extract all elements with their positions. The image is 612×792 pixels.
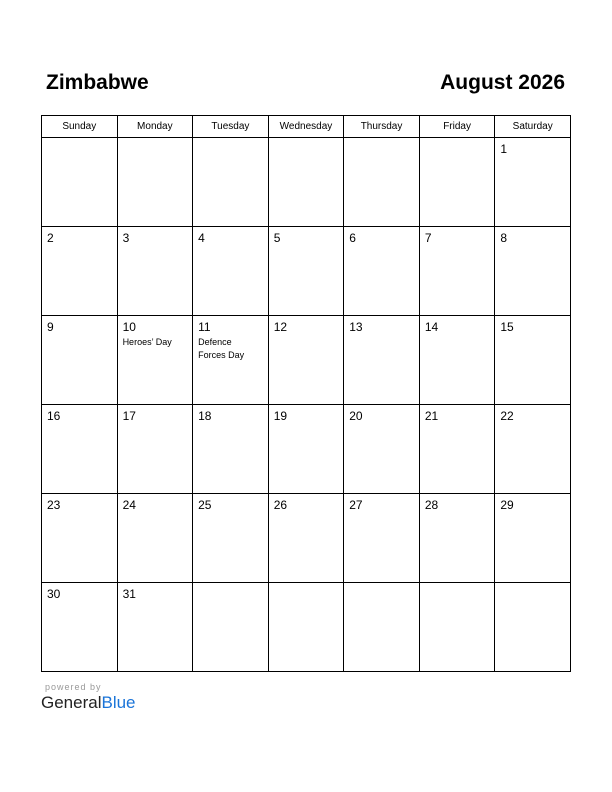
day-cell	[193, 316, 269, 405]
day-cell	[495, 405, 571, 494]
day-number: 11	[198, 320, 211, 334]
day-cell	[344, 494, 420, 583]
day-number: 1	[500, 142, 508, 156]
day-number: 19	[273, 409, 288, 423]
day-cell	[117, 138, 193, 227]
day-cell	[42, 583, 118, 672]
day-number: 26	[273, 498, 288, 512]
day-cell	[42, 405, 118, 494]
day-cell	[193, 138, 269, 227]
calendar-body	[42, 138, 571, 672]
day-cell	[419, 583, 495, 672]
day-number: 23	[47, 498, 61, 512]
day-number: 10	[122, 320, 136, 334]
day-cell	[495, 227, 571, 316]
holiday-label: Heroes’ Day	[122, 337, 172, 347]
week-row	[42, 583, 571, 672]
day-cell	[42, 316, 118, 405]
day-cell	[42, 227, 118, 316]
day-number: 4	[198, 231, 205, 245]
day-cell	[419, 138, 495, 227]
country-title: Zimbabwe	[46, 71, 149, 94]
day-cell	[495, 494, 571, 583]
weekday-friday: Friday	[419, 116, 495, 138]
week-row	[42, 138, 571, 227]
day-cell	[193, 583, 269, 672]
day-cell	[117, 227, 193, 316]
day-number: 20	[349, 409, 363, 423]
day-number: 13	[349, 320, 363, 334]
weekday-tuesday: Tuesday	[193, 116, 269, 138]
day-cell	[193, 227, 269, 316]
day-number: 22	[500, 409, 514, 423]
day-number: 6	[349, 231, 356, 245]
generalblue-logo[interactable]	[41, 693, 136, 713]
day-cell	[268, 583, 344, 672]
calendar-grid	[41, 115, 571, 672]
day-number: 28	[424, 498, 439, 512]
day-number: 9	[47, 320, 54, 334]
weekday-saturday: Saturday	[495, 116, 571, 138]
day-cell	[42, 494, 118, 583]
day-cell	[193, 405, 269, 494]
day-number: 24	[122, 498, 136, 512]
day-cell	[268, 138, 344, 227]
week-row	[42, 405, 571, 494]
day-cell	[419, 227, 495, 316]
weekday-wednesday: Wednesday	[268, 116, 344, 138]
month-title: August 2026	[440, 71, 565, 94]
brand-blue: Blue	[101, 693, 136, 712]
day-number: 12	[273, 320, 288, 334]
day-cell	[117, 405, 193, 494]
day-number: 2	[47, 231, 54, 245]
day-cell	[495, 583, 571, 672]
day-cell	[344, 227, 420, 316]
day-cell	[193, 494, 269, 583]
weekday-thursday: Thursday	[344, 116, 420, 138]
day-cell	[117, 583, 193, 672]
day-number: 8	[500, 231, 508, 245]
day-cell	[495, 316, 571, 405]
holiday-label: Defence Forces Day	[198, 337, 245, 360]
day-cell	[344, 583, 420, 672]
day-number: 5	[273, 231, 281, 245]
day-cell	[419, 405, 495, 494]
day-number: 7	[424, 231, 432, 245]
day-cell	[42, 138, 118, 227]
day-number: 31	[122, 587, 136, 601]
week-row	[42, 494, 571, 583]
powered-by-text: powered by	[45, 682, 102, 692]
day-number: 27	[349, 498, 363, 512]
day-cell	[117, 494, 193, 583]
day-cell	[344, 405, 420, 494]
day-number: 3	[122, 231, 130, 245]
day-cell	[419, 494, 495, 583]
day-cell	[268, 316, 344, 405]
weekday-sunday: Sunday	[42, 116, 118, 138]
week-row	[42, 316, 571, 405]
day-number: 16	[47, 409, 61, 423]
day-number: 21	[424, 409, 439, 423]
brand-general: General	[41, 693, 102, 712]
weekday-header-row	[42, 116, 571, 138]
day-cell	[495, 138, 571, 227]
weekday-monday: Monday	[117, 116, 193, 138]
day-number: 17	[122, 409, 136, 423]
day-cell	[419, 316, 495, 405]
day-cell	[268, 227, 344, 316]
day-cell	[344, 138, 420, 227]
day-cell	[117, 316, 193, 405]
day-number: 14	[424, 320, 439, 334]
day-number: 29	[500, 498, 514, 512]
day-cell	[268, 405, 344, 494]
day-number: 15	[500, 320, 514, 334]
day-number: 30	[47, 587, 61, 601]
day-cell	[268, 494, 344, 583]
day-cell	[344, 316, 420, 405]
week-row	[42, 227, 571, 316]
day-number: 18	[198, 409, 212, 423]
day-number: 25	[198, 498, 212, 512]
